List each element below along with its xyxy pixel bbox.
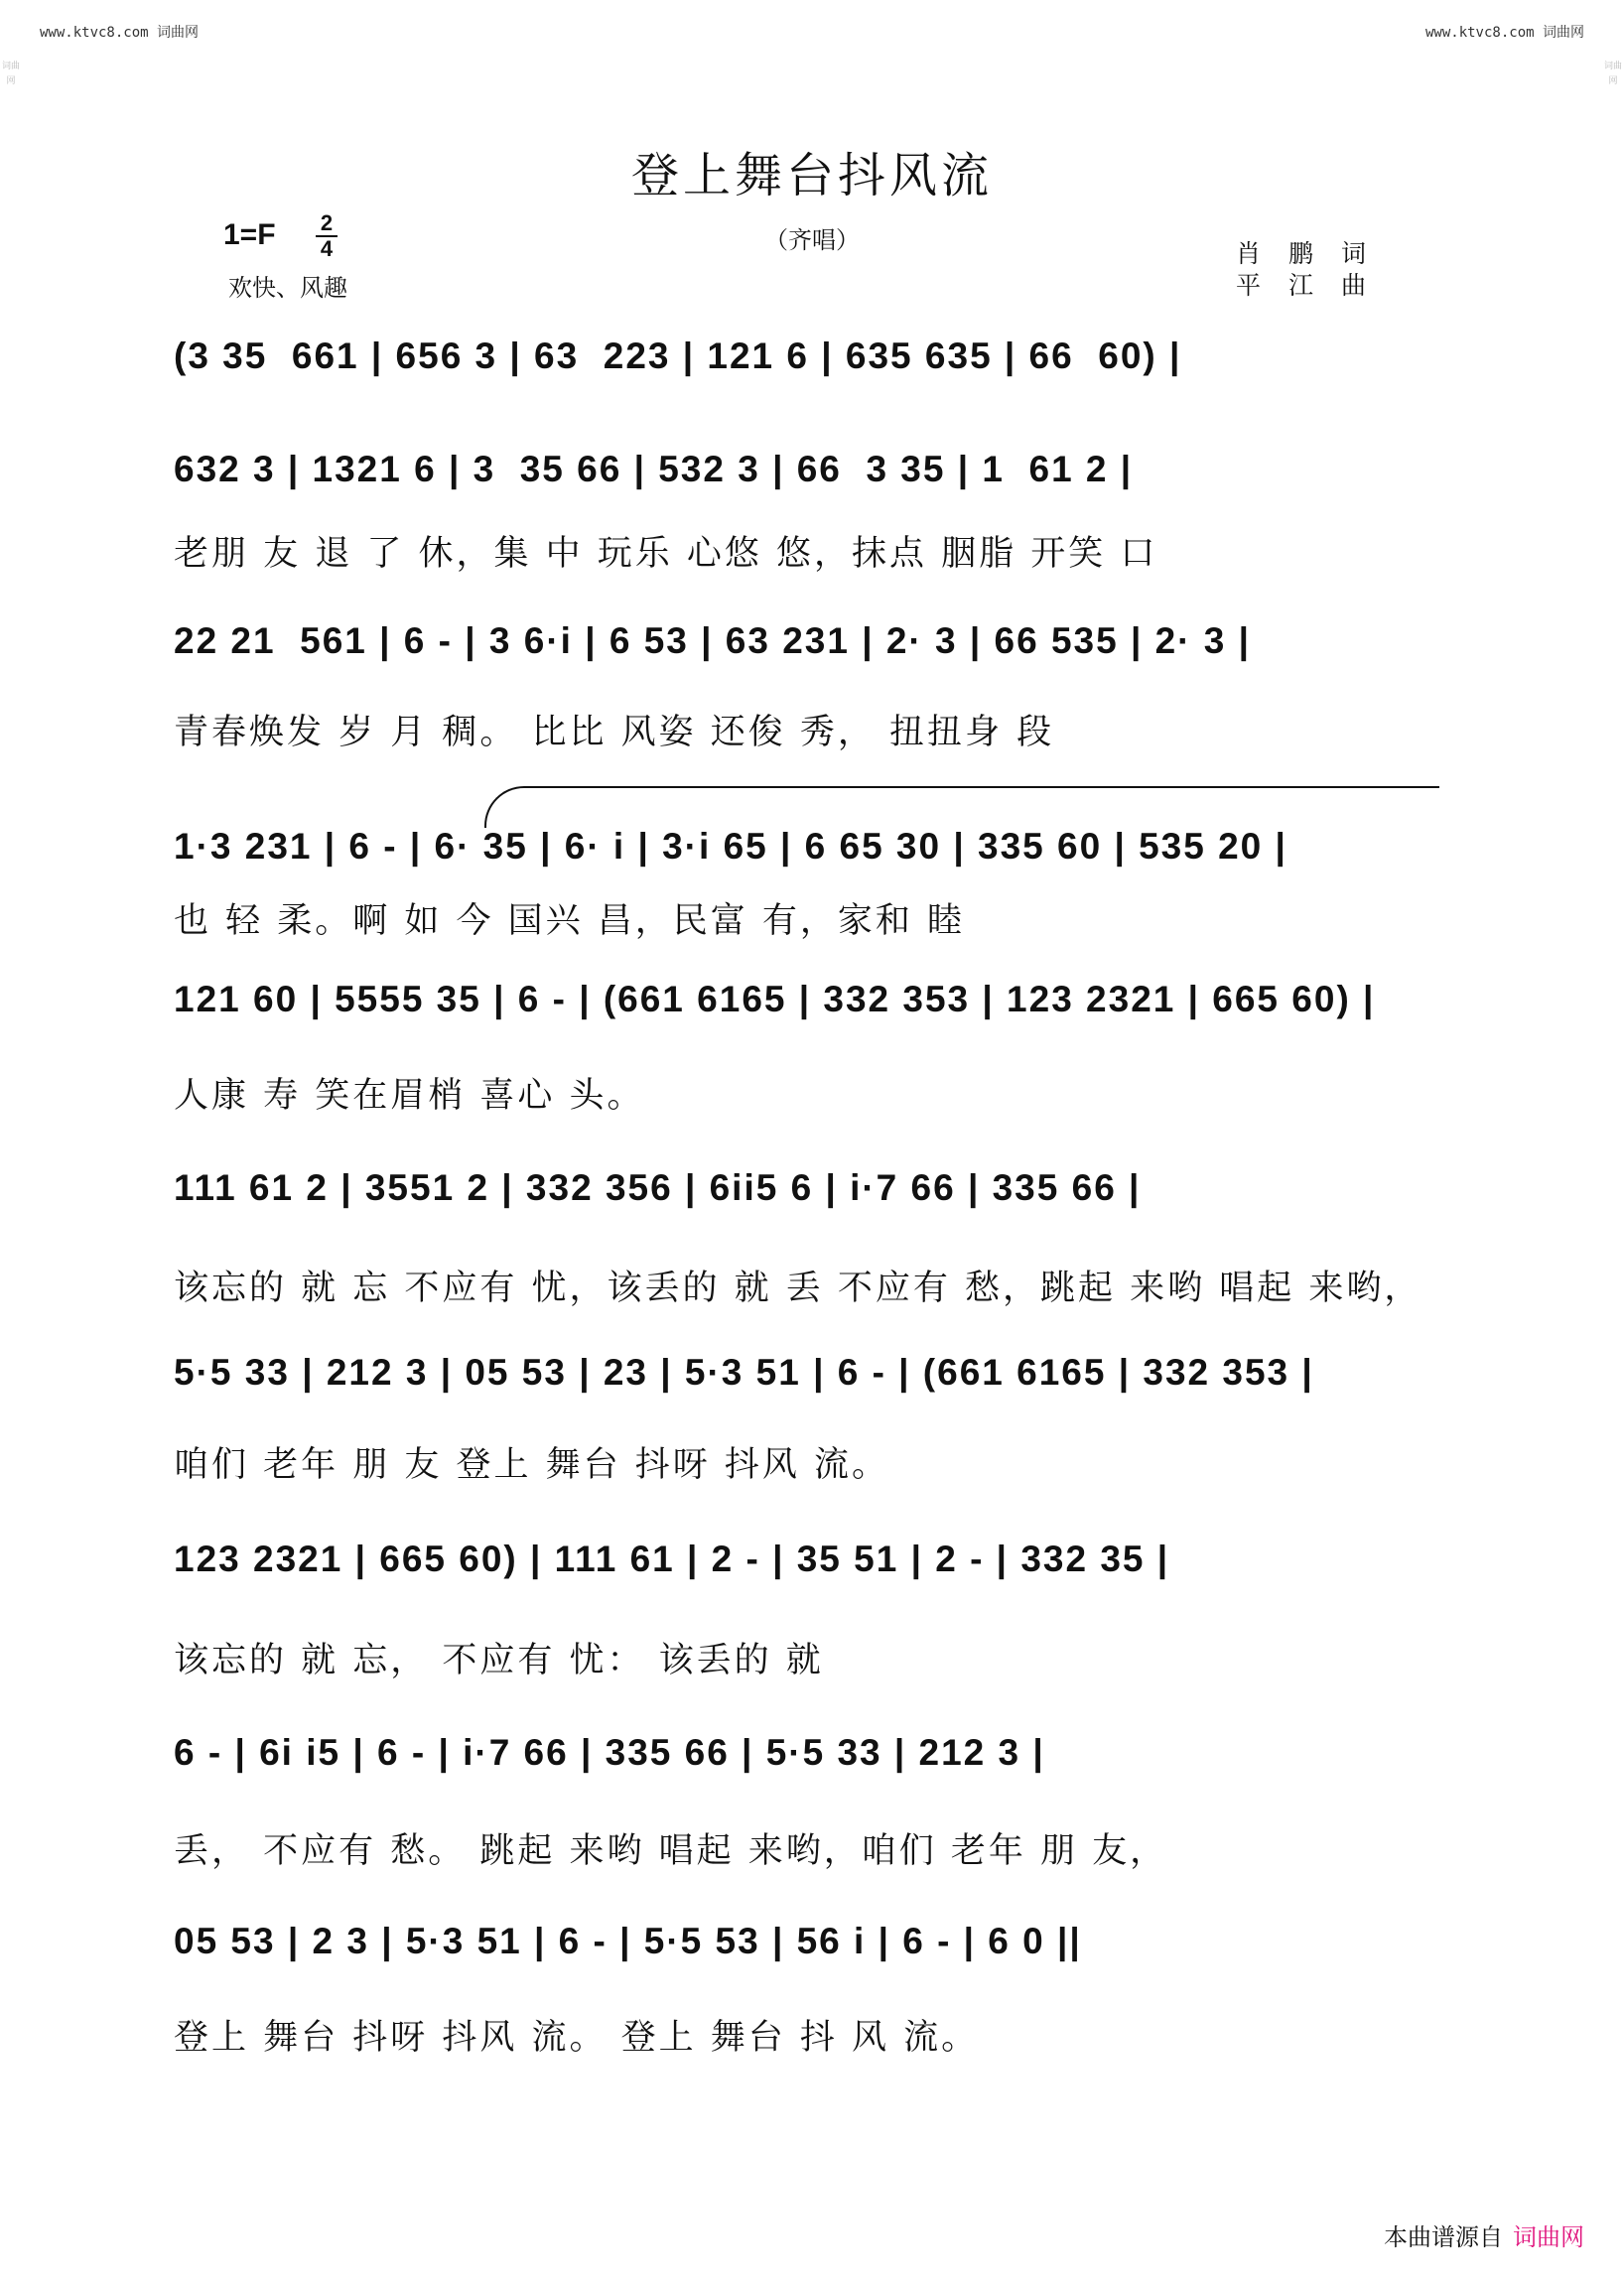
composer-credit: 平江曲 bbox=[1235, 271, 1394, 300]
system-6-lyrics: 该忘的 就 忘 不应有 忧，该丢的 就 丢 不应有 愁，跳起 来哟 唱起 来哟， bbox=[174, 1269, 1422, 1308]
edge-watermark-left: 词曲网 bbox=[2, 62, 21, 86]
system-4-notes: 1·3 231 | 6 - | 6· 35 | 6· i | 3·i 65 | 6 65 30 | 335 60 | 535 20 | bbox=[174, 826, 1287, 867]
system-8-notes: 123 2321 | 665 60) | 111 61 | 2 - | 35 51 | 2 - | 332 35 | bbox=[174, 1539, 1170, 1579]
site-watermark-right: www.ktvc8.com 词曲网 bbox=[1424, 25, 1584, 41]
key-signature: 1=F bbox=[223, 218, 276, 251]
system-3-lyrics: 青春焕发 岁 月 稠。 比比 风姿 还俊 秀， 扭扭身 段 bbox=[174, 713, 1055, 752]
lyricist-credit: 肖鹏词 bbox=[1235, 239, 1394, 268]
system-2-notes: 632 3 | 1321 6 | 3 35 66 | 532 3 | 66 3 35 | 1 61 2 | bbox=[174, 449, 1134, 489]
system-7-notes: 5·5 33 | 212 3 | 05 53 | 23 | 5·3 51 | 6 - | (661 6165 | 332 353 | bbox=[174, 1352, 1314, 1393]
system-9-lyrics: 丢， 不应有 愁。 跳起 来哟 唱起 来哟，咱们 老年 朋 友， bbox=[174, 1831, 1168, 1871]
source-credit bbox=[1384, 2217, 1584, 2252]
song-title: 登上舞台抖风流 bbox=[630, 148, 993, 203]
system-9-notes: 6 - | 6i i5 | 6 - | i·7 66 | 335 66 | 5·5 33 | 212 3 | bbox=[174, 1732, 1045, 1773]
system-2-lyrics: 老朋 友 退 了 休，集 中 玩乐 心悠 悠，抹点 胭脂 开笑 口 bbox=[174, 534, 1158, 574]
system-10-lyrics: 登上 舞台 抖呀 抖风 流。 登上 舞台 抖 风 流。 bbox=[174, 2018, 980, 2058]
time-signature-bottom: 4 bbox=[320, 236, 334, 261]
source-brand-link[interactable]: 词曲网 bbox=[1513, 2223, 1584, 2251]
system-1-notes: (3 35 661 | 656 3 | 63 223 | 121 6 | 635 635 | 66 60) | bbox=[174, 335, 1182, 376]
system-8-lyrics: 该忘的 就 忘， 不应有 忧： 该丢的 就 bbox=[174, 1641, 824, 1680]
time-signature bbox=[316, 212, 338, 260]
system-6-notes: 111 61 2 | 3551 2 | 332 356 | 6ii5 6 | i·7 66 | 335 66 | bbox=[174, 1167, 1142, 1208]
system-10-notes: 05 53 | 2 3 | 5·3 51 | 6 - | 5·5 53 | 56 i | 6 - | 6 0 || bbox=[174, 1921, 1082, 1961]
performance-type: （齐唱） bbox=[764, 226, 860, 254]
site-watermark-left: www.ktvc8.com 词曲网 bbox=[40, 25, 200, 41]
slur-arc bbox=[484, 786, 1439, 828]
tempo-marking: 欢快、风趣 bbox=[228, 274, 347, 302]
system-4-lyrics: 也 轻 柔。啊 如 今 国兴 昌，民富 有，家和 睦 bbox=[174, 901, 966, 941]
time-signature-top: 2 bbox=[320, 210, 334, 235]
edge-watermark-right: 词曲网 bbox=[1604, 62, 1623, 86]
source-label: 本曲谱源自 bbox=[1384, 2223, 1503, 2251]
system-3-notes: 22 21 561 | 6 - | 3 6·i | 6 53 | 63 231 | 2· 3 | 66 535 | 2· 3 | bbox=[174, 620, 1251, 661]
system-5-notes: 121 60 | 5555 35 | 6 - | (661 6165 | 332 353 | 123 2321 | 665 60) | bbox=[174, 979, 1376, 1019]
system-5-lyrics: 人康 寿 笑在眉梢 喜心 头。 bbox=[174, 1076, 645, 1116]
system-7-lyrics: 咱们 老年 朋 友 登上 舞台 抖呀 抖风 流。 bbox=[174, 1445, 890, 1485]
